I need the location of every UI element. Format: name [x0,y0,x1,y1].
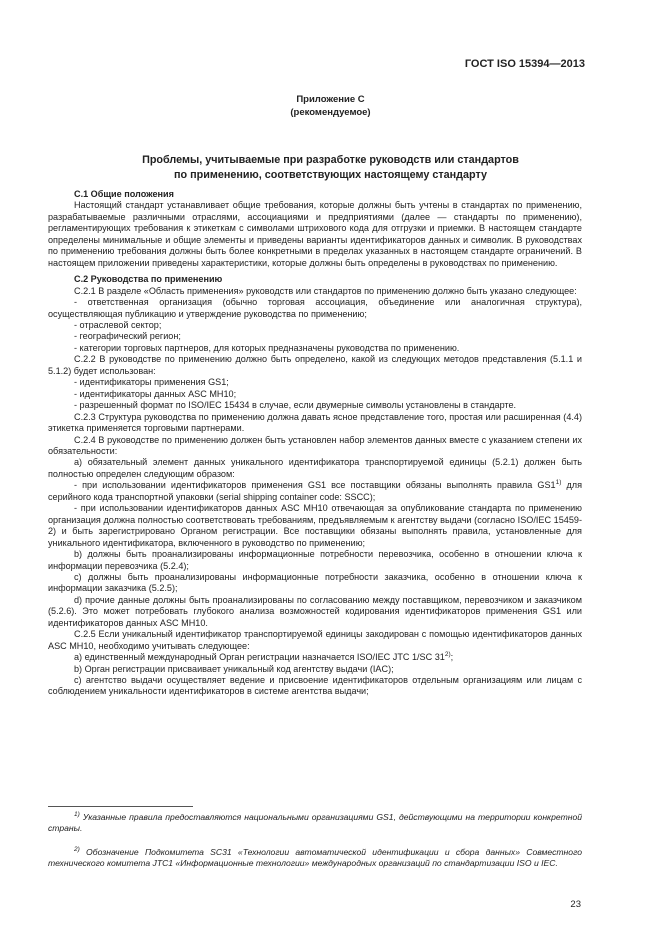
list-item-c24-b: b) должны быть проанализированы информационные потребности перевозчика, особенно в отношении ключа к информации перевозчика (5.2.4); [48,549,582,571]
footnote-1-mark: 1) [74,811,80,819]
document-header-id: ГОСТ ISO 15394—2013 [464,58,585,70]
list-item-c25-b: b) Орган регистрации присваивает уникальный код агентству выдачи (IAC); [74,663,394,674]
annex-label: Приложение С [296,94,365,105]
list-item-c22-b: - идентификаторы данных ASC MH10; [74,388,237,399]
footnote-ref-2[interactable]: 2) [444,651,451,659]
annex-title-line2: по применению, соответствующих настоящему стандарту [173,168,488,181]
annex-title-line1: Проблемы, учитываемые при разработке руководств или стандартов [142,154,519,166]
list-item-c25-a-tail: ; [450,652,454,663]
footnote-2-text: Обозначение Подкомитета SC31 «Технологии автоматической идентификации и сбора данных» Совместного технического комитета JTC1 «Информационные технологии» международных организаций по стандартизации ISO и IEC. [48,847,582,869]
footnote-2-mark: 2) [74,846,80,854]
section-heading-c2: С.2 Руководства по применению [74,274,223,285]
list-item-c21-c: - географический регион; [74,331,181,342]
list-item-c22-a: - идентификаторы применения GS1; [74,377,229,388]
list-item-c24-d: d) прочие данные должны быть проанализированы по согласованию между поставщиком, перевозчиком и заказчиком (5.2.6). Это может потребовать глубокого анализа возможностей кодирования идентификаторов применения GS1 или идентификаторов данных ASC MH10. [48,594,582,628]
paragraph-c21: С.2.1 В разделе «Область применения» руководств или стандартов по применению должно быть указано следующее: [74,285,577,296]
paragraph-c1: Настоящий стандарт устанавливает общие требования, которые должны быть учтены в стандартах по применению, разрабатываемые различными отраслями, ассоциациями и предприятиями (далее — стандарты по применению), регламентирующих требования к этикеткам с символами штрихового кода для отгрузки и приемки. В настоящем стандарте определены минимальные и общие элементы и приведены варианты идентификаторов данных и символик. В руководствах по применению требования должны быть более конкретными в пределах указанных в настоящем стандарте ограничений. В настоящем приложении приведены характеристики, которые должны быть определены в руководствах по применению. [48,200,582,268]
list-item-c24-a1-text: - при использовании идентификаторов применения GS1 все поставщики обязаны выполнять правила GS1 [74,480,556,491]
list-item-c25-a [48,652,582,663]
paragraph-c23: С.2.3 Структура руководства по применению должна давать ясное представление того, простая или расширенная (4.4) этикетка применяется торговыми партнерами. [48,411,582,434]
footnote-divider [48,806,193,807]
page-number: 23 [570,899,581,910]
footnote-2 [48,847,582,870]
paragraph-c22: С.2.2 В руководстве по применению должно быть определено, какой из следующих методов представления (5.1.1 и 5.1.2) будет использован: [48,354,582,376]
footnote-1-text: Указанные правила предоставляются национальными организациями GS1, действующими на территории конкретной страны. [48,812,583,834]
annex-label-block [0,93,661,119]
list-item-c21-a: - ответственная организация (обычно торговая ассоциация, объединение или аналогичная структура), осуществляющая публикацию и утверждение руководства по применению; [48,297,582,319]
list-item-c25-a-text: а) единственный международный Орган регистрации назначается ISO/IEC JTC 1/SC 31 [74,652,445,663]
list-item-c24-a1-tail: для серийного кода транспортной упаковки (serial shipping container code: SSCC); [48,480,582,502]
document-body [48,189,582,698]
list-item-c24-a: а) обязательный элемент данных уникального идентификатора транспортируемой единицы (5.2.1) должен быть полностью определен следующим образом: [48,457,582,479]
annex-title [0,153,661,182]
annex-status: (рекомендуемое) [290,107,371,118]
paragraph-c24: С.2.4 В руководстве по применению должен быть установлен набор элементов данных вместе с указанием степени их обязательности: [48,434,582,456]
list-item-c21-d: - категории торговых партнеров, для которых предназначены руководства по применению. [74,342,460,353]
list-item-c24-c: с) должны быть проанализированы информационные потребности заказчика, особенно в отношении ключа к информации заказчика (5.2.5); [48,571,582,594]
footnote-ref-1[interactable]: 1) [555,479,562,487]
paragraph-c25: С.2.5 Если уникальный идентификатор транспортируемой единицы закодирован с помощью идентификаторов данных ASC MH10, необходимо учитывать следующее: [48,629,582,651]
list-item-c22-c: - разрешенный формат по ISO/IEC 15434 в случае, если двумерные символы установлены в стандарте. [74,400,517,411]
list-item-c24-a2: - при использовании идентификаторов данных ASC MH10 отвечающая за опубликование стандарта по применению организация должна полностью соответствовать требованиям, предъявляемым к агентству выдачи (согласно ISO/IEC 15459-2) и быть зарегистрировано Органом регистрации. Все поставщики обязаны выполнять правила, установленные для уникального идентификатора, включенного в руководство по применению; [48,503,582,548]
section-heading-c1: С.1 Общие положения [74,189,174,199]
footnote-1 [48,812,582,835]
list-item-c21-b: - отраслевой сектор; [74,319,162,330]
list-item-c24-a1 [48,480,582,503]
list-item-c25-c: с) агентство выдачи осуществляет ведение и присвоение идентификаторов отдельным организациям или лицам с соблюдением уникальности идентификаторов в системе агентства выдачи; [48,675,582,697]
